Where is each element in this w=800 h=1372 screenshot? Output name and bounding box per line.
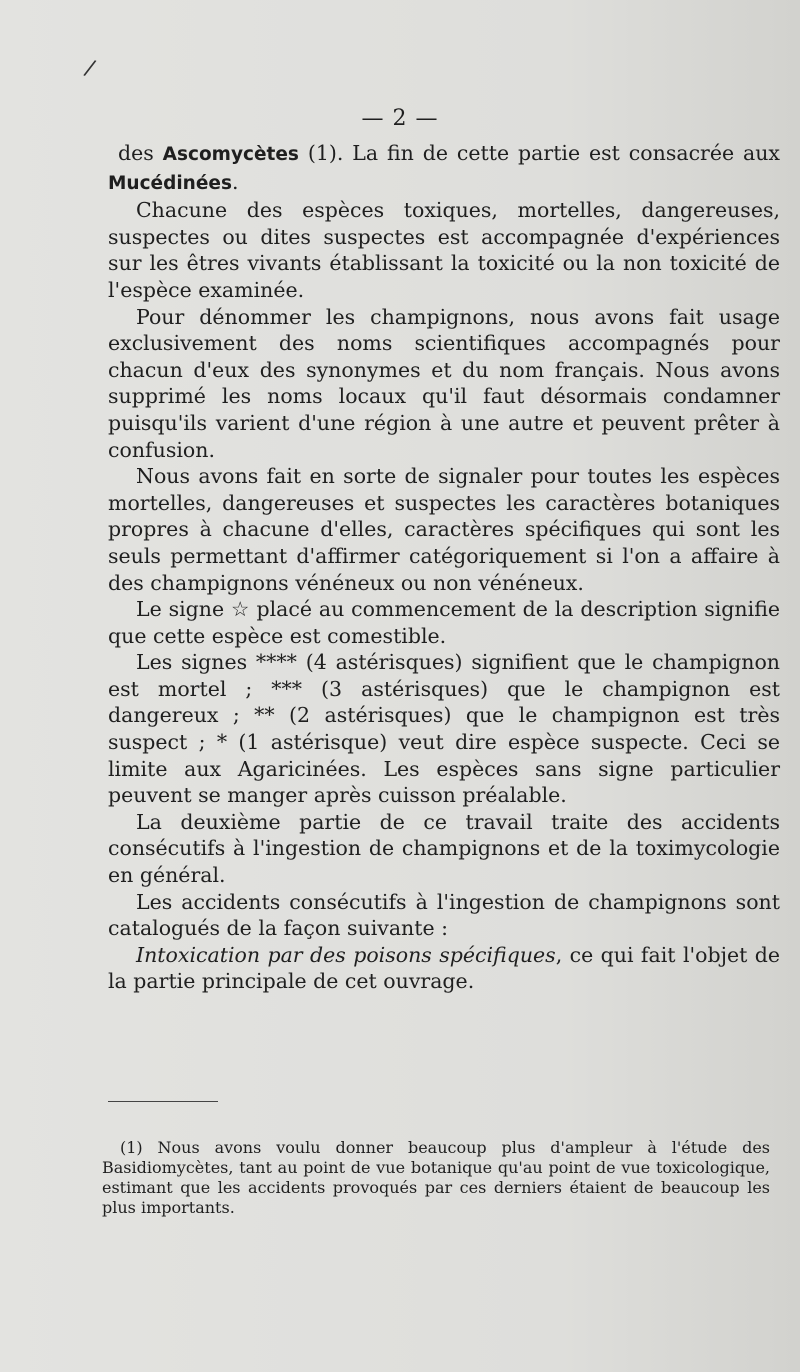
footnote-text: (1) Nous avons voulu donner beaucoup plus d'ampleur à l'étude des Basidiomycètes, tant au point de vue botanique qu'au point de vue toxicologique, estimant que les accidents provoqués par ces derniers étaient de beaucoup les plus importants.	[102, 1138, 770, 1217]
footnote	[102, 1138, 770, 1218]
paragraph-1-middle: (1). La fin de cette partie est consacrée aux	[298, 141, 780, 165]
body-text	[108, 140, 780, 995]
paragraph-4: Nous avons fait en sorte de signaler pour toutes les espèces mortelles, dangereuses et suspectes les caractères botaniques propres à chacune d'elles, caractères spécifiques qui sont les seuls permettant d'affirmer catégoriquement si l'on a affaire à des champignons vénéneux ou non vénéneux.	[108, 464, 780, 595]
footnote-separator	[108, 1101, 218, 1102]
italic-phrase: Intoxication par des poisons spécifiques	[136, 942, 556, 967]
paragraph-5: Le signe ☆ placé au commencement de la description signifie que cette espèce est comestible.	[108, 597, 780, 648]
page-number: — 2 —	[361, 106, 439, 131]
term-mucedinees: Mucédinées	[108, 172, 232, 194]
paragraph-9-rest: , ce qui fait l'objet de la partie principale de cet ouvrage.	[108, 942, 780, 994]
paragraph-3: Pour dénommer les champignons, nous avons fait usage exclusivement des noms scientifiques accompagnés pour chacun d'eux des synonymes et du nom français. Nous avons supprimé les noms locaux qu'il faut désormais condamner puisqu'ils varient d'une région à une autre et peuvent prêter à confusion.	[108, 304, 780, 462]
paragraph-2: Chacune des espèces toxiques, mortelles, dangereuses, suspectes ou dites suspectes est accompagnée d'expériences sur les êtres vivants établissant la toxicité ou la non toxicité de l'espèce examinée.	[108, 198, 780, 302]
term-ascomycetes: Ascomycètes	[162, 144, 299, 165]
paragraph-9	[108, 942, 780, 995]
paragraph-1-end: .	[231, 169, 239, 194]
paragraph-1	[108, 140, 780, 197]
paragraph-6: Les signes **** (4 astérisques) signifient que le champignon est mortel ; *** (3 astérisques) que le champignon est dangereux ; ** (2 astérisques) que le champignon est très suspect ; * (1 astérisque) veut dire espèce suspecte. Ceci se limite aux Agaricinées. Les espèces sans signe particulier peuvent se manger après cuisson préalable.	[108, 650, 780, 808]
paragraph-7: La deuxième partie de ce travail traite des accidents consécutifs à l'ingestion de champignons et de la toximycologie en général.	[108, 809, 780, 888]
paragraph-1-start: des	[118, 141, 163, 165]
margin-mark: /	[81, 55, 98, 82]
paragraph-8: Les accidents consécutifs à l'ingestion de champignons sont catalogués de la façon suivante :	[108, 889, 780, 941]
